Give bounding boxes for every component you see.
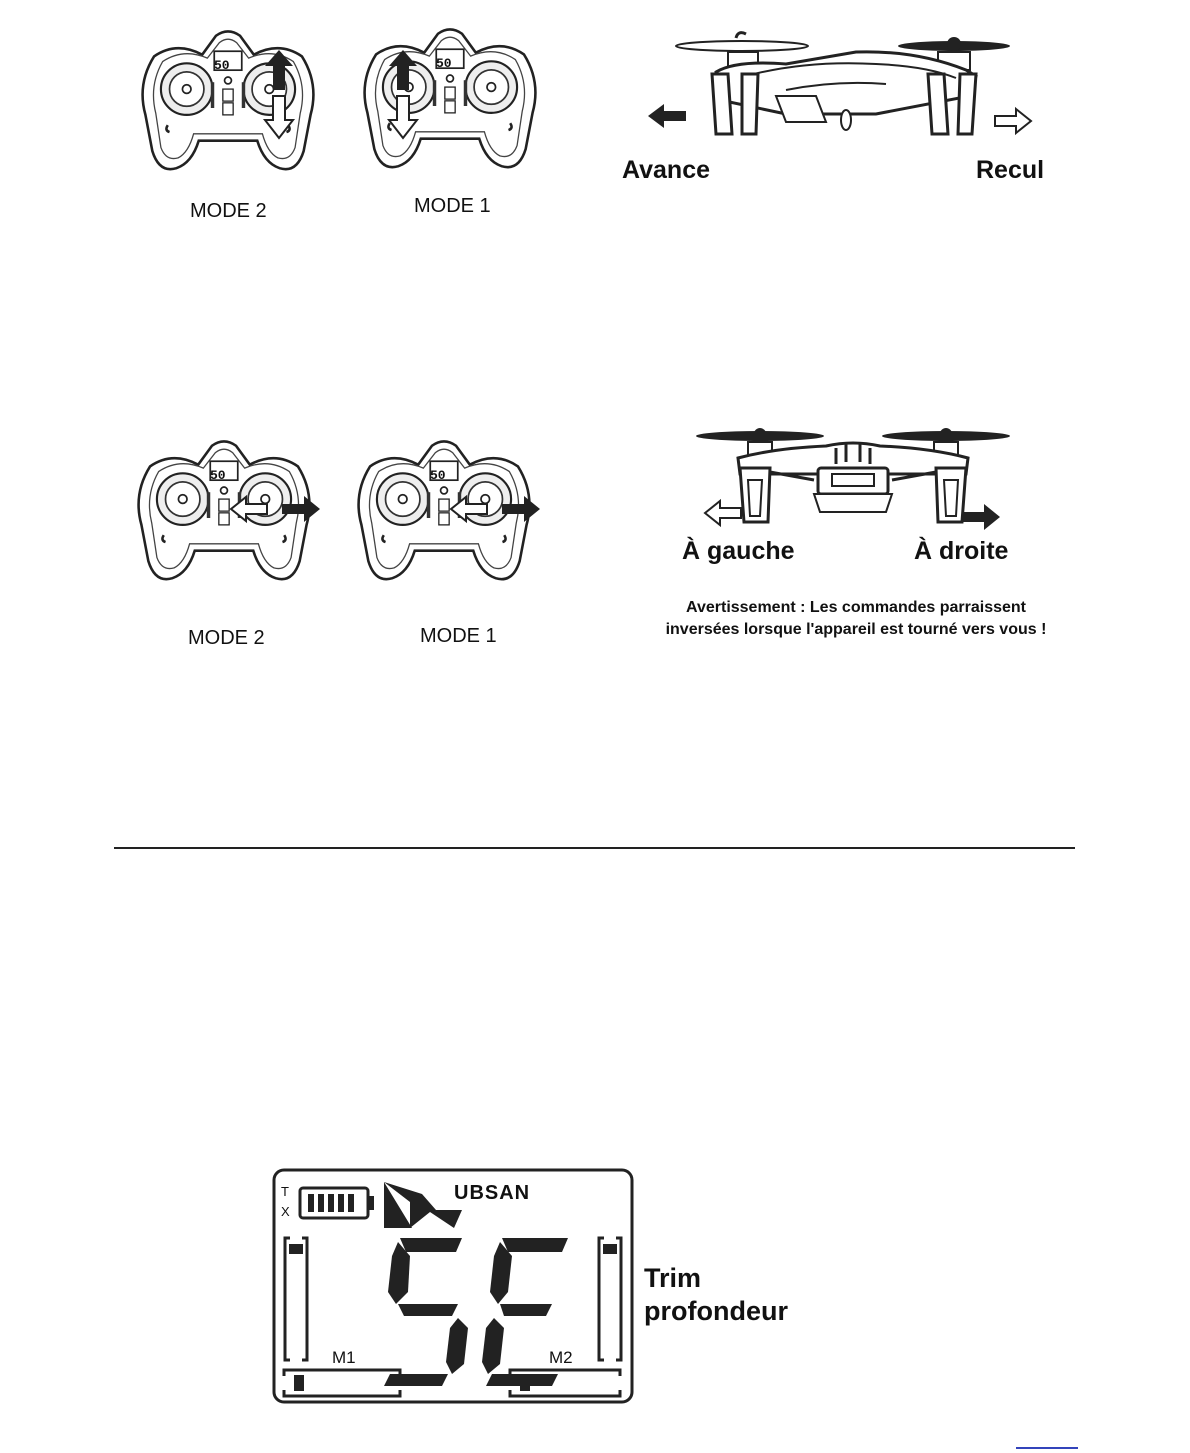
arrow-right-filled-icon xyxy=(282,496,320,522)
arrow-down-outline-icon xyxy=(264,96,294,140)
warning-text xyxy=(628,597,1084,641)
controller-lcd-value: 50 xyxy=(214,58,230,73)
controller-lcd-value: 50 xyxy=(430,468,446,483)
lcd-caption xyxy=(644,1262,788,1328)
left-label: À gauche xyxy=(682,537,795,565)
arrow-left-outline-icon xyxy=(450,496,488,522)
arrow-left-outline-icon xyxy=(230,496,268,522)
tx-label-x: X xyxy=(281,1204,290,1219)
section-divider xyxy=(114,847,1075,849)
caption-line-2: profondeur xyxy=(644,1296,788,1326)
arrow-right-filled-icon xyxy=(962,504,1000,530)
arrow-up-filled-icon xyxy=(264,50,294,90)
forward-label: Avance xyxy=(622,156,711,184)
warning-line-2: inversées lorsque l'appareil est tourné vers vous ! xyxy=(665,621,1047,638)
warning-line-1: Avertissement : Les commandes parraissent xyxy=(686,599,1026,616)
mode1-label: MODE 1 xyxy=(420,625,497,647)
arrow-right-outline-icon xyxy=(994,108,1032,134)
motor2-label: M2 xyxy=(549,1348,573,1367)
lcd-display-frame xyxy=(272,1168,634,1404)
motor1-label: M1 xyxy=(332,1348,356,1367)
backward-label: Recul xyxy=(976,156,1045,184)
arrow-down-outline-icon xyxy=(388,96,418,140)
arrow-up-filled-icon xyxy=(388,50,418,90)
arrow-left-outline-icon xyxy=(704,500,742,526)
controller-lcd-value: 50 xyxy=(436,56,452,71)
mode2-label: MODE 2 xyxy=(190,200,267,222)
brand-logo-text: UBSAN xyxy=(454,1182,531,1204)
controller-mode1-icon xyxy=(350,20,550,192)
arrow-right-filled-icon xyxy=(502,496,540,522)
page-corner-mark xyxy=(1016,1447,1078,1449)
mode1-label: MODE 1 xyxy=(414,195,491,217)
arrow-left-filled-icon xyxy=(648,104,686,128)
drone-side-view-icon xyxy=(676,30,1016,140)
controller-mode2-icon xyxy=(128,22,328,194)
controller-lcd-value: 50 xyxy=(210,468,226,483)
caption-line-1: Trim xyxy=(644,1263,702,1293)
right-label: À droite xyxy=(914,537,1009,565)
mode2-label: MODE 2 xyxy=(188,627,265,649)
tx-label-t: T xyxy=(281,1184,289,1199)
